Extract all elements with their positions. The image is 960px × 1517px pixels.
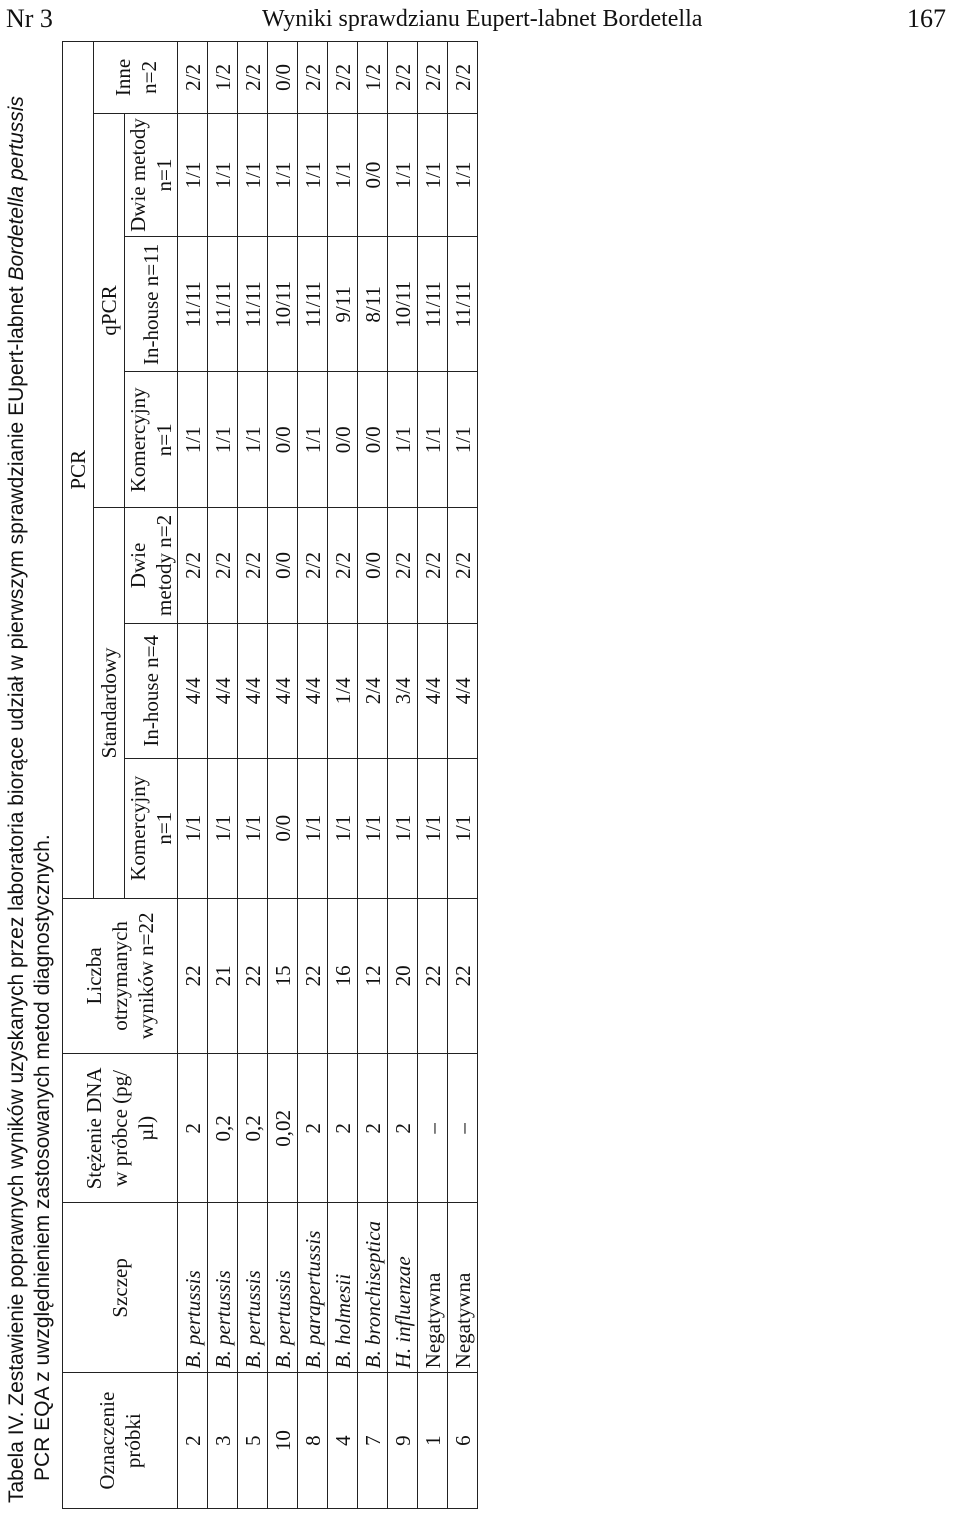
cell-inne: 1/2 (208, 42, 238, 114)
cell-std-dwie: 2/2 (238, 508, 268, 624)
caption-line1-text: Tabela IV. Zestawienie poprawnych wyników uzyskanych przez laboratoria biorące udział w pierwszym sprawdzianie EUpert-labnet (5, 280, 28, 1503)
cell-std-kom: 1/1 (388, 758, 418, 898)
cell-inne: 2/2 (298, 42, 328, 114)
cell-q-kom: 1/1 (388, 372, 418, 508)
cell-q-dwie: 1/1 (268, 113, 298, 236)
cell-std-inh: 1/4 (328, 623, 358, 758)
cell-conc: 0,2 (208, 1054, 238, 1203)
cell-count: 16 (328, 898, 358, 1054)
cell-q-inh: 8/11 (358, 237, 388, 372)
cell-std-dwie: 2/2 (208, 508, 238, 624)
header-std-dwie-metody: Dwie metody n=2 (125, 508, 178, 624)
cell-std-kom: 1/1 (208, 758, 238, 898)
cell-conc: 0,02 (268, 1054, 298, 1203)
page-number: 167 (907, 4, 946, 33)
cell-q-inh: 9/11 (328, 237, 358, 372)
header-inne: Inne n=2 (94, 42, 178, 114)
header-szczep: Szczep (63, 1203, 178, 1373)
cell-id: 4 (328, 1373, 358, 1509)
running-title: Wyniki sprawdzianu Eupert-labnet Bordetella (262, 6, 703, 32)
cell-strain: B. pertussis (268, 1203, 298, 1373)
cell-q-kom: 1/1 (208, 372, 238, 508)
header-standardowy: Standardowy (94, 508, 125, 898)
cell-std-inh: 3/4 (388, 623, 418, 758)
cell-id: 1 (418, 1373, 448, 1509)
cell-std-dwie: 2/2 (328, 508, 358, 624)
cell-count: 20 (388, 898, 418, 1054)
table-row (298, 42, 328, 1509)
cell-q-kom: 1/1 (298, 372, 328, 508)
cell-std-kom: 1/1 (448, 758, 478, 898)
table-row (448, 42, 478, 1509)
cell-conc: 2 (298, 1054, 328, 1203)
cell-count: 15 (268, 898, 298, 1054)
cell-std-inh: 4/4 (178, 623, 208, 758)
cell-q-inh: 10/11 (388, 237, 418, 372)
cell-std-dwie: 0/0 (358, 508, 388, 624)
cell-std-kom: 1/1 (238, 758, 268, 898)
cell-inne: 2/2 (448, 42, 478, 114)
table-row (268, 42, 298, 1509)
cell-id: 10 (268, 1373, 298, 1509)
cell-std-dwie: 2/2 (178, 508, 208, 624)
cell-count: 22 (418, 898, 448, 1054)
cell-std-inh: 4/4 (418, 623, 448, 758)
header-qpcr-komercyjny: Komercyjny n=1 (125, 372, 178, 508)
cell-q-inh: 10/11 (268, 237, 298, 372)
cell-std-dwie: 2/2 (418, 508, 448, 624)
cell-count: 21 (208, 898, 238, 1054)
cell-count: 22 (448, 898, 478, 1054)
results-table (62, 41, 478, 1509)
cell-id: 3 (208, 1373, 238, 1509)
header-qpcr-dwie-metody: Dwie metody n=1 (125, 113, 178, 236)
journal-issue-number: Nr 3 (6, 4, 53, 33)
caption-line1-italic: Bordetella pertussis (5, 96, 28, 281)
cell-conc: 2 (178, 1054, 208, 1203)
table-row (328, 42, 358, 1509)
cell-conc: 2 (388, 1054, 418, 1203)
header-std-inhouse: In-house n=4 (125, 623, 178, 758)
cell-q-kom: 1/1 (238, 372, 268, 508)
table-row (388, 42, 418, 1509)
cell-strain: Negatywna (418, 1203, 448, 1373)
cell-inne: 2/2 (238, 42, 268, 114)
rotated-table-area (0, 41, 960, 1517)
cell-id: 7 (358, 1373, 388, 1509)
cell-std-inh: 4/4 (208, 623, 238, 758)
table-row (358, 42, 388, 1509)
cell-q-kom: 0/0 (268, 372, 298, 508)
cell-std-inh: 2/4 (358, 623, 388, 758)
cell-inne: 0/0 (268, 42, 298, 114)
cell-strain: Negatywna (448, 1203, 478, 1373)
cell-strain: H. influenzae (388, 1203, 418, 1373)
cell-q-dwie: 1/1 (448, 113, 478, 236)
cell-strain: B. pertussis (178, 1203, 208, 1373)
cell-id: 5 (238, 1373, 268, 1509)
cell-q-dwie: 1/1 (298, 113, 328, 236)
cell-inne: 2/2 (388, 42, 418, 114)
table-row (178, 42, 208, 1509)
cell-count: 12 (358, 898, 388, 1054)
cell-q-kom: 0/0 (328, 372, 358, 508)
cell-id: 9 (388, 1373, 418, 1509)
table-row (238, 42, 268, 1509)
cell-std-dwie: 2/2 (448, 508, 478, 624)
cell-conc: – (418, 1054, 448, 1203)
cell-conc: 2 (358, 1054, 388, 1203)
cell-id: 2 (178, 1373, 208, 1509)
cell-std-inh: 4/4 (268, 623, 298, 758)
cell-strain: B. pertussis (208, 1203, 238, 1373)
cell-q-kom: 1/1 (178, 372, 208, 508)
cell-q-dwie: 1/1 (178, 113, 208, 236)
cell-inne: 2/2 (328, 42, 358, 114)
header-oznaczenie: Oznaczenie próbki (63, 1373, 178, 1509)
cell-std-kom: 1/1 (298, 758, 328, 898)
cell-strain: B. parapertussis (298, 1203, 328, 1373)
cell-std-inh: 4/4 (298, 623, 328, 758)
cell-std-kom: 1/1 (358, 758, 388, 898)
header-stezenie: Stężenie DNA w próbce (pg/µl) (63, 1054, 178, 1203)
cell-inne: 1/2 (358, 42, 388, 114)
cell-inne: 2/2 (418, 42, 448, 114)
cell-count: 22 (238, 898, 268, 1054)
cell-q-dwie: 0/0 (358, 113, 388, 236)
cell-inne: 2/2 (178, 42, 208, 114)
cell-conc: – (448, 1054, 478, 1203)
cell-q-inh: 11/11 (298, 237, 328, 372)
header-std-komercyjny: Komercyjny n=1 (125, 758, 178, 898)
header-liczba: Liczba otrzymanych wyników n=22 (63, 898, 178, 1054)
cell-q-dwie: 1/1 (328, 113, 358, 236)
cell-q-inh: 11/11 (178, 237, 208, 372)
cell-conc: 0,2 (238, 1054, 268, 1203)
cell-std-kom: 1/1 (178, 758, 208, 898)
cell-q-dwie: 1/1 (418, 113, 448, 236)
cell-std-kom: 1/1 (328, 758, 358, 898)
cell-q-inh: 11/11 (238, 237, 268, 372)
caption-line2-text: PCR EQA z uwzględnieniem zastosowanych metod diagnostycznych. (31, 834, 54, 1481)
table-caption (4, 63, 56, 1503)
cell-count: 22 (298, 898, 328, 1054)
cell-strain: B. bronchiseptica (358, 1203, 388, 1373)
cell-std-dwie: 2/2 (298, 508, 328, 624)
header-qpcr-inhouse: In-house n=11 (125, 237, 178, 372)
cell-q-dwie: 1/1 (388, 113, 418, 236)
cell-q-kom: 1/1 (418, 372, 448, 508)
cell-count: 22 (178, 898, 208, 1054)
cell-strain: B. holmesii (328, 1203, 358, 1373)
cell-std-kom: 1/1 (418, 758, 448, 898)
cell-std-inh: 4/4 (448, 623, 478, 758)
cell-conc: 2 (328, 1054, 358, 1203)
cell-q-kom: 1/1 (448, 372, 478, 508)
cell-q-inh: 11/11 (208, 237, 238, 372)
header-pcr: PCR (63, 42, 94, 899)
cell-std-dwie: 2/2 (388, 508, 418, 624)
cell-q-kom: 0/0 (358, 372, 388, 508)
table-row (418, 42, 448, 1509)
cell-id: 8 (298, 1373, 328, 1509)
cell-strain: B. pertussis (238, 1203, 268, 1373)
header-qpcr: qPCR (94, 113, 125, 507)
cell-std-inh: 4/4 (238, 623, 268, 758)
cell-q-dwie: 1/1 (208, 113, 238, 236)
cell-q-inh: 11/11 (448, 237, 478, 372)
cell-id: 6 (448, 1373, 478, 1509)
table-row (208, 42, 238, 1509)
cell-q-inh: 11/11 (418, 237, 448, 372)
cell-std-kom: 0/0 (268, 758, 298, 898)
cell-q-dwie: 1/1 (238, 113, 268, 236)
table-body (178, 42, 478, 1509)
cell-std-dwie: 0/0 (268, 508, 298, 624)
